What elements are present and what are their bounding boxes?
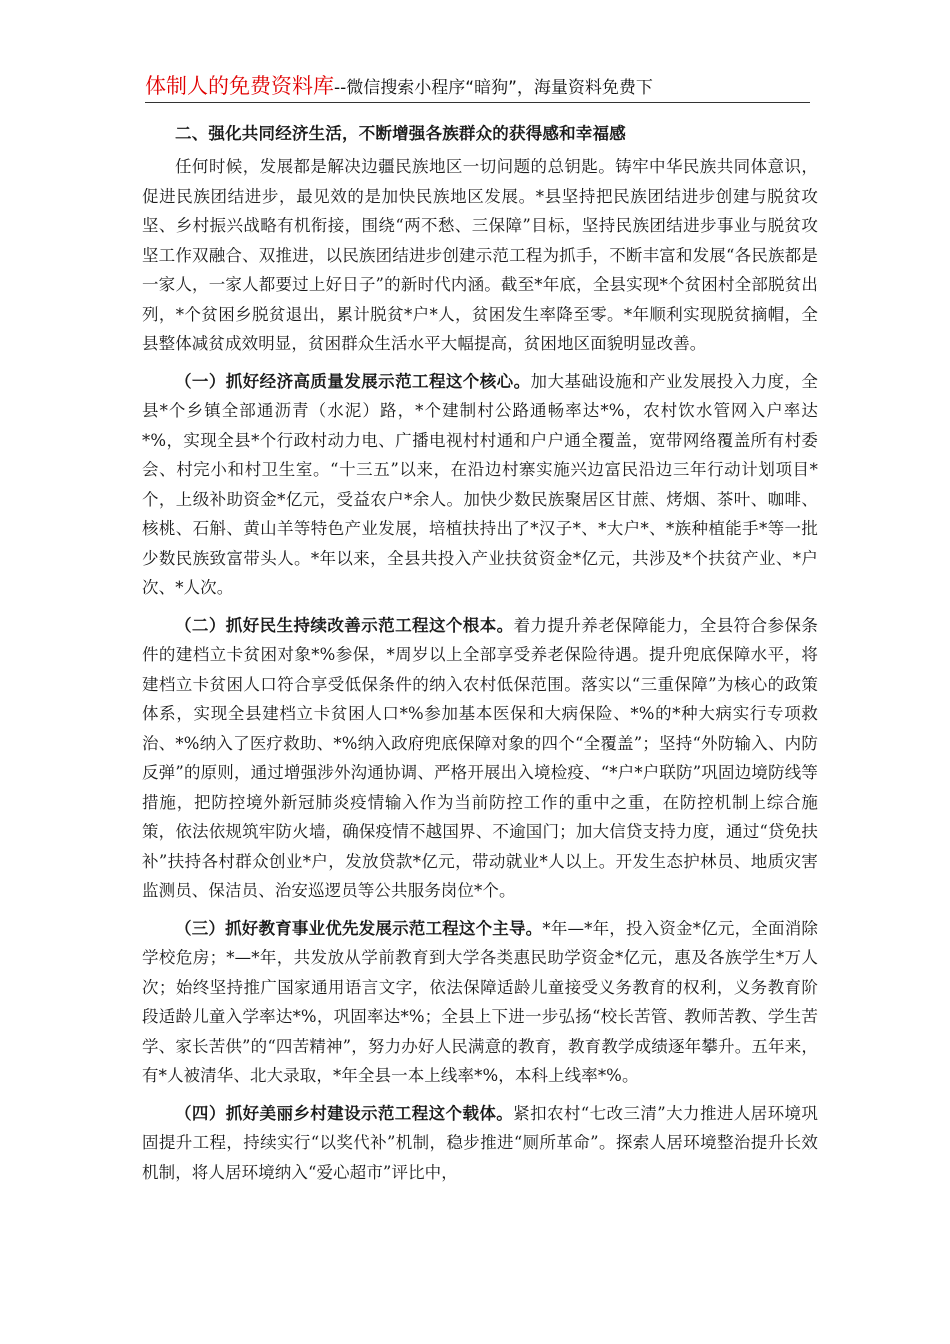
- paragraph-body: *年—*年，投入资金*亿元，全面消除学校危房；*—*年，共发放从学前教育到大学各类惠民助学资金*亿元，惠及各族学生*万人次；始终坚持推广国家通用语言文字，依法保障适龄儿童接受义务教育的权利，义务教育阶段适龄儿童入学率达*%，巩固率达*%；全县上下进一步弘扬“校长苦管、教师苦教、学生苦学、家长苦供”的“四苦精神”，努力办好人民满意的教育，教育教学成绩逐年攀升。五年来，有*人被清华、北大录取，*年全县一本上线率*%，本科上线率*%。: [142, 918, 818, 1085]
- paragraph-lead: （二）抓好民生持续改善示范工程这个根本。: [175, 615, 514, 635]
- paragraph-rural: [142, 1099, 818, 1188]
- paragraph-body: 紧扣农村“七改三清”大力推进人居环境巩固提升工程，持续实行“以奖代补”机制，稳步推进“厕所革命”。探索人居环境整治提升长效机制，将人居环境纳入“爱心超市”评比中，: [142, 1103, 818, 1182]
- paragraph-lead: （一）抓好经济高质量发展示范工程这个核心。: [175, 371, 531, 391]
- header-note: --微信搜索小程序“暗狗”，海量资料免费下: [334, 78, 653, 98]
- paragraph-education: [142, 914, 818, 1091]
- paragraph-lead: （三）抓好教育事业优先发展示范工程这个主导。: [175, 918, 543, 938]
- paragraph-body: 着力提升养老保障能力，全县符合参保条件的建档立卡贫困对象*%参保，*周岁以上全部享受养老保险待遇。提升兜底保障水平，将建档立卡贫困人口符合享受低保条件的纳入农村低保范围。落实以“三重保障”为核心的政策体系，实现全县建档立卡贫困人口*%参加基本医保和大病保险、*%的*种大病实行专项救治、*%纳入了医疗救助、*%纳入政府兜底保障对象的四个“全覆盖”；坚持“外防输入、内防反弹”的原则，通过增强涉外沟通协调、严格开展出入境检疫、“*户*户联防”巩固边境防线等措施，把防控境外新冠肺炎疫情输入作为当前防控工作的重中之重，在防控机制上综合施策，依法依规筑牢防火墙，确保疫情不越国界、不逾国门；加大信贷支持力度，通过“贷免扶补”扶持各村群众创业*户，发放贷款*亿元，带动就业*人以上。开发生态护林员、地质灾害监测员、保洁员、治安巡逻员等公共服务岗位*个。: [142, 615, 818, 900]
- paragraph-livelihood: [142, 611, 818, 906]
- paragraph-body: 加大基础设施和产业发展投入力度，全县*个乡镇全部通沥青（水泥）路，*个建制村公路通畅率达*%，农村饮水管网入户率达*%，实现全县*个行政村动力电、广播电视村村通和户户通全覆盖，宽带网络覆盖所有村委会、村完小和村卫生室。“十三五”以来，在沿边村寨实施兴边富民沿边三年行动计划项目*个，上级补助资金*亿元，受益农户*余人。加快少数民族聚居区甘蔗、烤烟、茶叶、咖啡、核桃、石斛、黄山羊等特色产业发展，培植扶持出了*汉子*、*大户*、*族种植能手*等一批少数民族致富带头人。*年以来，全县共投入产业扶贫资金*亿元，共涉及*个扶贫产业、*户次、*人次。: [142, 371, 819, 597]
- section-heading: 二、强化共同经济生活，不断增强各族群众的获得感和幸福感: [175, 124, 626, 143]
- paragraph-economy: [142, 367, 818, 603]
- header-brand: 体制人的免费资料库: [145, 74, 334, 98]
- paragraph-lead: （四）抓好美丽乡村建设示范工程这个载体。: [175, 1103, 514, 1123]
- document-body: [142, 120, 818, 1195]
- page-header: [145, 70, 810, 103]
- intro-paragraph: 任何时候，发展都是解决边疆民族地区一切问题的总钥匙。铸牢中华民族共同体意识，促进民族团结进步，最见效的是加快民族地区发展。*县坚持把民族团结进步创建与脱贫攻坚、乡村振兴战略有机衔接，围绕“两不愁、三保障”目标，坚持民族团结进步事业与脱贫攻坚工作双融合、双推进，以民族团结进步创建示范工程为抓手，不断丰富和发展“各民族都是一家人，一家人都要过上好日子”的新时代内涵。截至*年底，全县实现*个贫困村全部脱贫出列，*个贫困乡脱贫退出，累计脱贫*户*人，贫困发生率降至零。*年顺利实现脱贫摘帽，全县整体减贫成效明显，贫困群众生活水平大幅提高，贫困地区面貌明显改善。: [142, 157, 818, 353]
